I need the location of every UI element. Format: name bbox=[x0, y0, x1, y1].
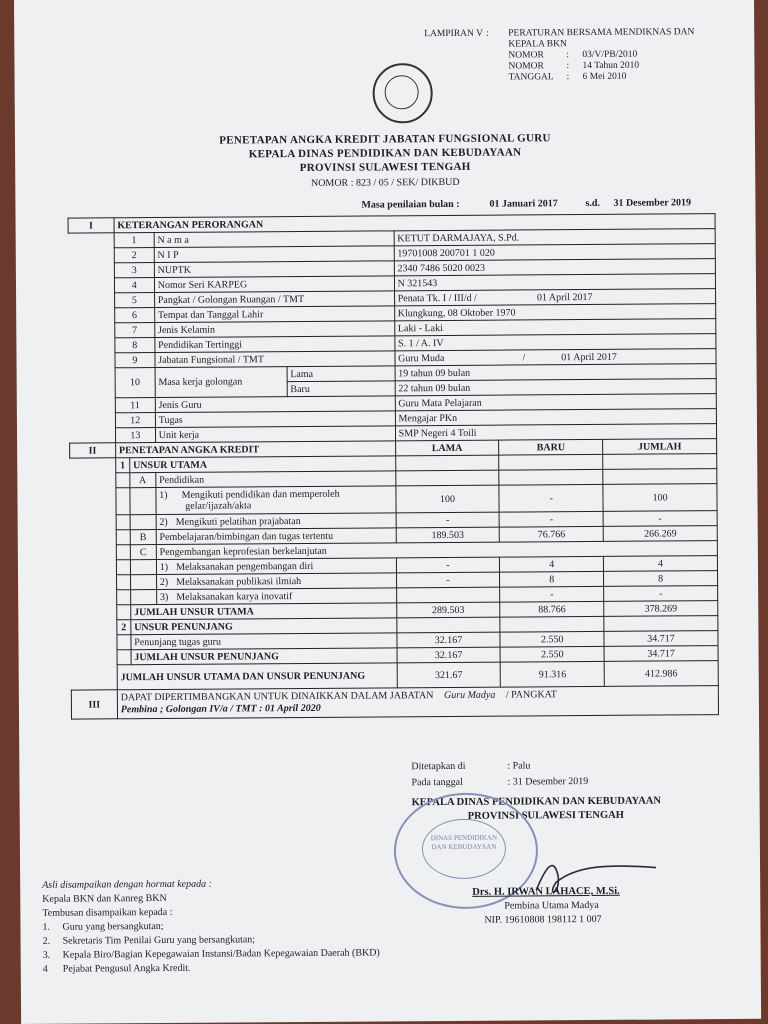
doc-title-line2: KEPALA DINAS PENDIDIKAN DAN KEBUDAYAAN bbox=[248, 146, 522, 161]
tanggal-colon: : bbox=[566, 72, 570, 83]
nomor-label: NOMOR bbox=[508, 50, 544, 61]
section-title: KETERANGAN PERORANGAN bbox=[114, 214, 715, 233]
signer-name: Drs. H. IRWAN LAHACE, M.Si. bbox=[472, 885, 620, 898]
tembusan-no-1: 1. bbox=[42, 921, 51, 933]
nomor2-colon: : bbox=[566, 61, 570, 72]
table-row: A Pendidikan bbox=[70, 469, 717, 489]
table-row: Penunjang tugas guru 32.167 2.550 34.717 bbox=[71, 631, 718, 651]
tanggal-value: : 31 Desember 2019 bbox=[507, 776, 589, 788]
masa-sd: s.d. bbox=[585, 197, 600, 210]
table-row: JUMLAH UNSUR UTAMA DAN UNSUR PENUNJANG 321.67 91.316 412.986 bbox=[71, 661, 718, 691]
section-num: I bbox=[68, 218, 114, 233]
tanggal-label: TANGGAL bbox=[508, 72, 554, 83]
nomor2-label: NOMOR bbox=[508, 61, 544, 72]
col-jumlah: JUMLAH bbox=[603, 439, 717, 455]
masa-label: Masa penilaian bulan : bbox=[361, 198, 460, 211]
stamp-inner-text: DINAS PENDIDIKAN DAN KEBUDAYAAN bbox=[422, 819, 506, 880]
nomor-colon: : bbox=[566, 50, 570, 61]
nomor2-value: 14 Tahun 2010 bbox=[582, 60, 640, 72]
table-row: 10 Masa kerja golongan Lama 19 tahun 09 bulan bbox=[69, 364, 716, 384]
doc-title-line1: PENETAPAN ANGKA KREDIT JABATAN FUNGSIONAL GURU bbox=[219, 132, 551, 147]
table-row: 6 Tempat dan Tanggal Lahir Klungkung, 08 Oktober 1970 bbox=[69, 304, 716, 324]
table-row: 5 Pangkat / Golongan Ruangan / TMT Penata Tk. I / III/d / 01 April 2017 bbox=[69, 289, 716, 309]
table-row: 1 UNSUR UTAMA bbox=[70, 454, 717, 474]
col-lama: LAMA bbox=[395, 440, 499, 456]
tembusan-no-2: 2. bbox=[42, 935, 51, 947]
angka-kredit-table bbox=[68, 213, 719, 720]
col-baru: BARU bbox=[499, 439, 603, 455]
table-row: 11 Jenis Guru Guru Mata Pelajaran bbox=[69, 394, 716, 414]
table-row: JUMLAH UNSUR UTAMA 289.503 88.766 378.269 bbox=[71, 601, 718, 621]
lampiran-colon: : bbox=[486, 28, 489, 39]
doc-title-line3: PROVINSI SULAWESI TENGAH bbox=[299, 160, 471, 175]
table-row: 3) Melaksanakan karya inovatif - - bbox=[71, 586, 718, 606]
lampiran-text-2: KEPALA BKN bbox=[508, 39, 567, 50]
table-row: 3 NUPTK 2340 7486 5020 0023 bbox=[68, 259, 715, 279]
table-row: 13 Unit kerja SMP Negeri 4 Toili bbox=[69, 424, 716, 444]
table-row: 2) Melaksanakan publikasi ilmiah - 8 8 bbox=[71, 571, 718, 591]
ditetapkan-value: : Palu bbox=[507, 760, 531, 772]
tembusan-item-2: Sekretaris Tim Penilai Guru yang bersangkutan; bbox=[62, 934, 256, 947]
tembusan-item-3: Kepala Biro/Bagian Kepegawaian Instansi/Badan Kepegawaian Daerah (BKD) bbox=[62, 947, 380, 961]
nomor-value: 03/V/PB/2010 bbox=[582, 49, 638, 61]
tembusan-label: Tembusan disampaikan kepada : bbox=[42, 906, 173, 919]
asli-recipient: Kepala BKN dan Kanreg BKN bbox=[42, 892, 167, 905]
table-row: 4 Nomor Seri KARPEG N 321543 bbox=[68, 274, 715, 294]
tut-wuri-handayani-emblem bbox=[372, 63, 432, 123]
table-row: Baru 22 tahun 09 bulan bbox=[69, 379, 716, 399]
table-row: 2 UNSUR PENUNJANG bbox=[71, 616, 718, 636]
lampiran-text-1: PERATURAN BERSAMA MENDIKNAS DAN bbox=[508, 27, 695, 39]
table-row: 1) Melaksanakan pengembangan diri - 4 4 bbox=[70, 556, 717, 576]
signer-rank: Pembina Utama Madya bbox=[504, 899, 599, 912]
table-row: 12 Tugas Mengajar PKn bbox=[69, 409, 716, 429]
kepala-line1: KEPALA DINAS PENDIDIKAN DAN KEBUDAYAAN bbox=[411, 795, 661, 809]
tembusan-item-1: Guru yang bersangkutan; bbox=[62, 920, 164, 933]
table-row: 1) Mengikuti pendidikan dan memperoleh gelar/ijazah/akta 100 - 100 bbox=[70, 484, 717, 516]
table-row: 9 Jabatan Fungsional / TMT Guru Muda / 01 April 2017 bbox=[69, 349, 716, 369]
tembusan-no-3: 3. bbox=[42, 949, 51, 961]
tanggal-value: 6 Mei 2010 bbox=[582, 71, 627, 83]
tembusan-item-4: Pejabat Pengusul Angka Kredit. bbox=[62, 962, 191, 975]
table-row: B Pembelajaran/bimbingan dan tugas tertentu 189.503 76.766 266.269 bbox=[70, 526, 717, 546]
section2-header-row: II PENETAPAN ANGKA KREDIT LAMA BARU JUMLAH bbox=[70, 439, 717, 459]
table-row: 8 Pendidikan Tertinggi S. 1 / A. IV bbox=[69, 334, 716, 354]
tembusan-no-4: 4 bbox=[42, 963, 48, 975]
table-row: 7 Jenis Kelamin Laki - Laki bbox=[69, 319, 716, 339]
section3-row: III DAPAT DIPERTIMBANGKAN UNTUK DINAIKKAN DALAM JABATAN Guru Madya / PANGKAT Pembina ; Golongan IV/a / TMT : 01 April 2020 bbox=[71, 686, 718, 720]
asli-label: Asli disampaikan dengan hormat kepada : bbox=[42, 878, 212, 891]
table-row: C Pengembangan keprofesian berkelanjutan bbox=[70, 541, 717, 561]
signer-nip: NIP. 19610808 198112 1 007 bbox=[484, 913, 602, 926]
doc-nomor: NOMOR : 823 / 05 / SEK/ DIKBUD bbox=[310, 176, 460, 189]
table-row: 1 N a m a KETUT DARMAJAYA, S.Pd. bbox=[68, 229, 715, 249]
lampiran-label: LAMPIRAN V bbox=[424, 28, 483, 40]
document-page bbox=[14, 0, 761, 1024]
ditetapkan-label: Ditetapkan di bbox=[411, 760, 466, 773]
masa-from: 01 Januari 2017 bbox=[489, 198, 558, 210]
masa-to: 31 Desember 2019 bbox=[613, 197, 692, 209]
table-row: 2) Mengikuti pelatihan prajabatan - - - bbox=[70, 511, 717, 531]
tanggal-label: Pada tanggal bbox=[411, 776, 463, 789]
table-row: 2 N I P 19701008 200701 1 020 bbox=[68, 244, 715, 264]
table-row: JUMLAH UNSUR PENUNJANG 32.167 2.550 34.717 bbox=[71, 646, 718, 666]
kepala-line2: PROVINSI SULAWESI TENGAH bbox=[467, 809, 624, 822]
